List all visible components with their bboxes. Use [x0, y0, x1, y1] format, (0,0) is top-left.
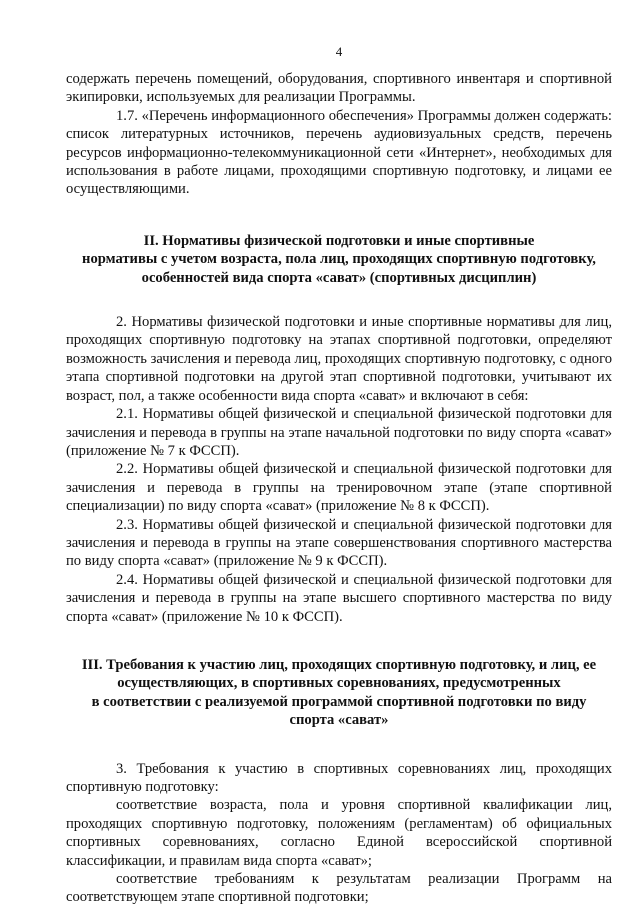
paragraph-2-1: 2.1. Нормативы общей физической и специальной физической подготовки для зачисления и перевода в группы на этапе начальной подготовки по виду спорта «сават» (приложение № 7 к ФССП).	[66, 406, 612, 459]
paragraph-3-item-b: соответствие требованиям к результатам реализации Программ на соответствующем этапе спортивной подготовки;	[66, 871, 612, 906]
paragraph-3: 3. Требования к участию в спортивных соревнованиях лиц, проходящих спортивную подготовку:	[66, 760, 612, 795]
paragraph-3-item-a: соответствие возраста, пола и уровня спортивной квалификации лиц, проходящих спортивную подготовку, положениям (регламентам) об официальных спортивных соревнованиях, согласно Единой всероссийской спортивной классификации, и правилам вида спорта «сават»;	[66, 797, 612, 869]
section-3-heading-line-2: осуществляющих, в спортивных соревнованиях, предусмотренных	[117, 675, 561, 692]
page-number: 4	[335, 44, 343, 59]
section-2-heading-line-2: нормативы с учетом возраста, пола лиц, проходящих спортивную подготовку,	[82, 251, 596, 268]
paragraph-2-4: 2.4. Нормативы общей физической и специальной физической подготовки для зачисления и перевода в группы на этапе высшего спортивного мастерства по виду спорта «сават» (приложение № 10 к ФССП).	[66, 571, 612, 625]
paragraph-1-6-continuation: содержать перечень помещений, оборудования, спортивного инвентаря и спортивной экипировки, используемых для реализации Программы.	[66, 71, 612, 106]
section-3-heading-line-4: спорта «сават»	[289, 712, 389, 729]
section-3-heading-line-3: в соответствии с реализуемой программой спортивной подготовки по виду	[91, 693, 587, 710]
section-2-heading	[66, 232, 612, 287]
paragraph-2-2: 2.2. Нормативы общей физической и специальной физической подготовки для зачисления и перевода в группы на тренировочном этапе (этапе спортивной специализации) по виду спорта «сават» (приложение № 8 к ФССП).	[66, 461, 612, 515]
section-3-heading	[66, 656, 612, 730]
section-2-heading-line-3: особенностей вида спорта «сават» (спортивных дисциплин)	[141, 269, 537, 286]
paragraph-2: 2. Нормативы физической подготовки и иные спортивные нормативы для лиц, проходящих спортивную подготовку на этапах спортивной подготовки, определяют возможность зачисления и перевода лиц, проходящих спортивную подготовку, с одного этапа спортивной подготовки на другой этап спортивной подготовки, учитывают их возраст, пол, а также особенности вида спорта «сават» и включают в себя:	[66, 314, 612, 404]
paragraph-2-3: 2.3. Нормативы общей физической и специальной физической подготовки для зачисления и перевода в группы на этапе совершенствования спортивного мастерства по виду спорта «сават» (приложение № 9 к ФССП).	[66, 516, 612, 570]
section-2-heading-line-1: II. Нормативы физической подготовки и иные спортивные	[143, 232, 535, 249]
section-3-heading-line-1: III. Требования к участию лиц, проходящих спортивную подготовку, и лиц, ее	[81, 656, 597, 673]
paragraph-1-7: 1.7. «Перечень информационного обеспечения» Программы должен содержать: список литературных источников, перечень аудиовизуальных средств, перечень ресурсов информационно-телекоммуникационной сети «Интернет», необходимых для использования в работе лицами, проходящими спортивную подготовку, и лицами ее осуществляющими.	[66, 107, 612, 198]
